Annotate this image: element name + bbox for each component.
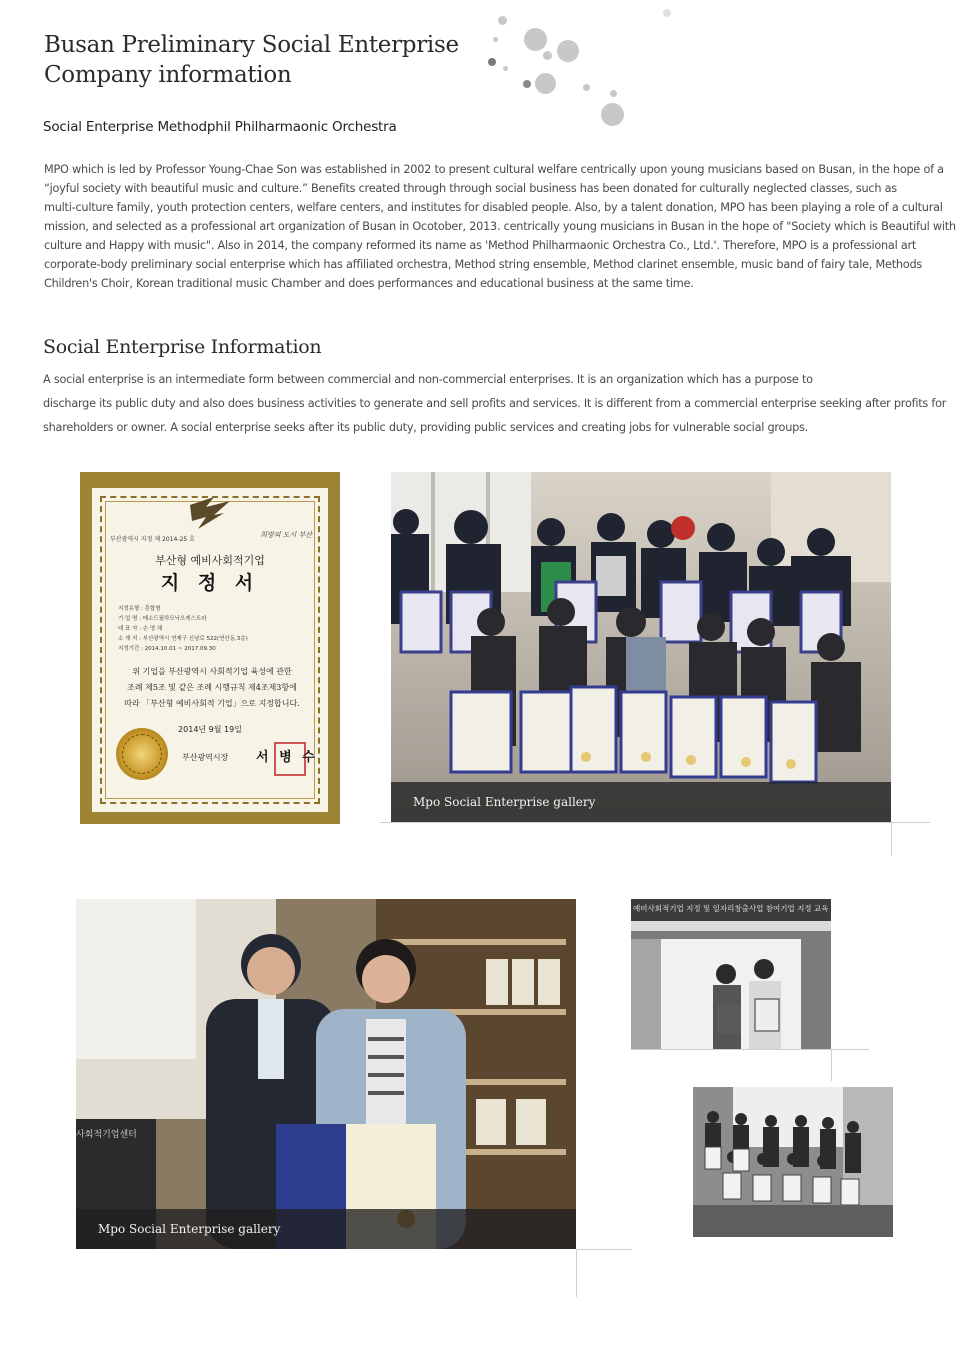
certificate-date: 2014년 9월 19일 bbox=[178, 725, 242, 734]
certificate-row: 지정유형 : 혼합형 bbox=[118, 606, 161, 612]
section-line: A social enterprise is an intermediate form between commercial and non-commercial enterprises. It is an organization which has a purpose to bbox=[43, 373, 813, 386]
divider-line bbox=[576, 1249, 577, 1297]
group-photo-image bbox=[391, 472, 891, 822]
company-subtitle: Social Enterprise Methodphil Philharmaonic Orchestra bbox=[43, 119, 397, 135]
certificate-details bbox=[118, 604, 308, 654]
wall-sign: 사회적기업센터 bbox=[76, 1130, 137, 1140]
gold-seal-icon bbox=[116, 728, 168, 780]
certificate-heading: 부산형 예비사회적기업 bbox=[155, 554, 265, 567]
intro-line: Children's Choir, Korean traditional music Chamber and does performances and educational business at the same time. bbox=[44, 277, 694, 290]
group-thumb-image bbox=[693, 1087, 893, 1237]
dot bbox=[663, 9, 671, 17]
certificate-row: 지정기간 : 2014.10.01 ~ 2017.09.30 bbox=[118, 646, 216, 652]
certificate-title: 지 정 서 bbox=[160, 572, 260, 594]
intro-line: corporate-body preliminary social enterprise which has affiliated orchestra, Method string ensemble, Method clarinet ensemble, music band of fairy tale, Methods bbox=[44, 258, 922, 271]
section-title: Social Enterprise Information bbox=[43, 336, 322, 358]
certificate-body-line: 따라 「부산형 예비사회적 기업」으로 지정합니다. bbox=[124, 699, 300, 708]
section-line: shareholders or owner. A social enterprise seeks after its public duty, providing public services and creating jobs for vulnerable social groups. bbox=[43, 421, 809, 434]
certificate-row: 소 재 지 : 부산광역시 연제구 신남로 522(연산동,3층) bbox=[118, 636, 248, 642]
handshake-photo-image bbox=[76, 899, 576, 1249]
gallery-caption: Mpo Social Enterprise gallery bbox=[391, 782, 891, 822]
page-title-line-1: Busan Preliminary Social Enterprise bbox=[44, 32, 459, 58]
page-title-line-2: Company information bbox=[44, 62, 292, 88]
divider-line bbox=[576, 1249, 632, 1250]
page-title bbox=[44, 30, 484, 90]
certificate-body bbox=[112, 664, 312, 712]
certificate-brand: 희망의 도시 부산 bbox=[260, 531, 312, 539]
dot bbox=[601, 103, 624, 126]
dot bbox=[498, 16, 507, 25]
dot bbox=[610, 90, 617, 97]
certificate-row: 대 표 자 : 손 영 채 bbox=[118, 626, 163, 632]
intro-line: MPO which is led by Professor Young-Chae Son was established in 2002 to present cultural welfare centrically upon young musicians based on Busan, in the hope of a bbox=[44, 163, 944, 176]
gallery-photo-group[interactable] bbox=[391, 472, 891, 822]
intro-line: “joyful society with beautiful music and culture.” Benefits created through through social business has been donated for culturally neglected classes, such as bbox=[44, 182, 897, 195]
dot bbox=[543, 51, 552, 60]
intro-line: multi-culture family, youth protection centers, welfare centers, and institutes for disabled people. Also, by a talent donation, MPO has been playing a role of a cultural bbox=[44, 201, 943, 214]
seminar-banner: 예비사회적기업 지정 및 일자리창출사업 참여기업 지정 교육 bbox=[633, 904, 829, 913]
gallery-thumb-group[interactable] bbox=[693, 1087, 893, 1237]
section-paragraph bbox=[43, 368, 978, 440]
dot bbox=[524, 28, 547, 51]
gallery-caption: Mpo Social Enterprise gallery bbox=[76, 1209, 576, 1249]
divider-line bbox=[631, 1049, 869, 1050]
intro-line: culture and Happy with music". Also in 2014, the company reformed its name as 'Method Philharmaonic Orchestra Co., Ltd.'. Therefore, MPO is a professional art bbox=[44, 239, 917, 252]
dot bbox=[523, 80, 531, 88]
certificate-image[interactable] bbox=[80, 472, 340, 824]
intro-line: mission, and selected as a professional art organization of Busan in Ocotober, 2013. centrically young musicians in Busan in the hope of "Society which is Beautiful with bbox=[44, 220, 956, 233]
dot bbox=[503, 66, 508, 71]
dot bbox=[488, 58, 496, 66]
certificate-signer: 부산광역시장 bbox=[182, 753, 229, 762]
certificate-paper bbox=[92, 488, 328, 812]
divider-line bbox=[891, 822, 892, 856]
dot bbox=[583, 84, 590, 91]
dot bbox=[557, 40, 579, 62]
dot bbox=[535, 73, 556, 94]
intro-paragraph bbox=[44, 160, 979, 293]
divider-line bbox=[380, 822, 930, 823]
gallery-thumb-seminar[interactable] bbox=[631, 899, 831, 1049]
certificate-body-line: 위 기업을 부산광역시 사회적기업 육성에 관한 bbox=[132, 667, 292, 676]
certificate-row: 기 업 명 : 메소드필하모닉오케스트라 bbox=[118, 616, 207, 622]
certificate-body-line: 조례 제5조 및 같은 조례 시행규칙 제4조제3항에 bbox=[127, 683, 297, 692]
seminar-photo-image bbox=[631, 899, 831, 1049]
section-line: discharge its public duty and also does business activities to generate and sell profits and services. It is different from a commercial enterprise seeking after profits for bbox=[43, 397, 947, 410]
gallery-photo-handshake[interactable] bbox=[76, 899, 576, 1249]
dot bbox=[493, 37, 498, 42]
certificate-signer-name: 서 병 수 bbox=[256, 750, 318, 765]
busan-emblem-icon bbox=[184, 493, 236, 533]
certificate-number: 부산광역시 지정 제 2014-25 호 bbox=[110, 536, 195, 543]
divider-line bbox=[831, 1049, 832, 1081]
